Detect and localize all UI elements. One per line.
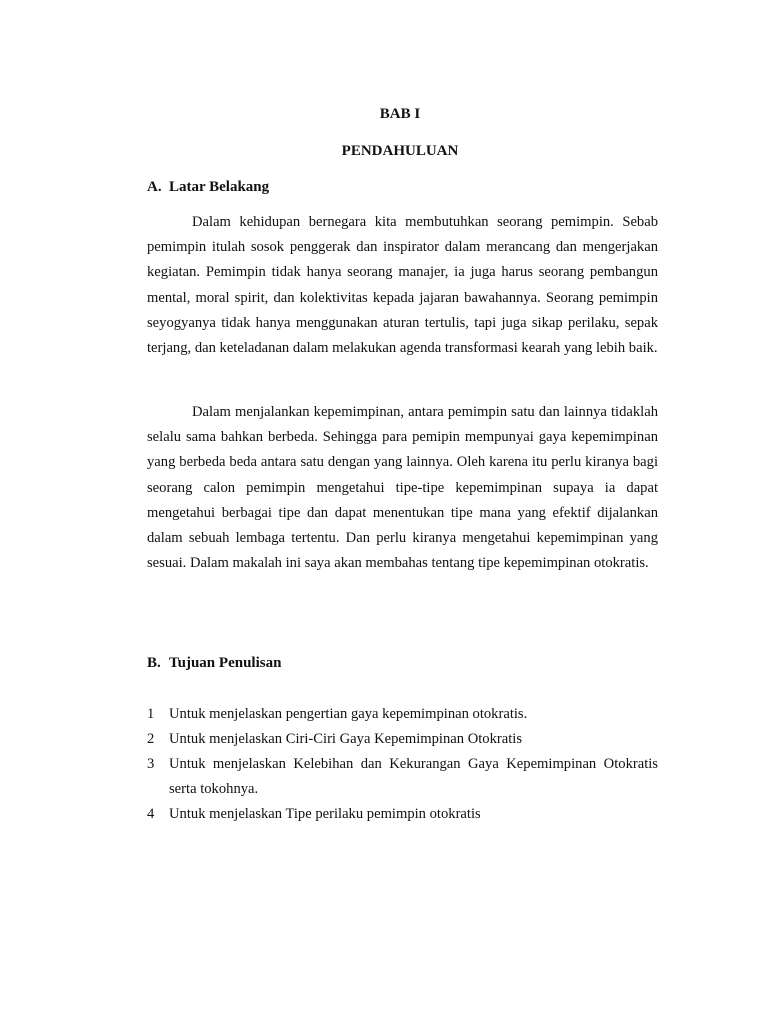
goals-list xyxy=(147,702,658,827)
list-item-text: Untuk menjelaskan Ciri-Ciri Gaya Kepemimpinan Otokratis xyxy=(169,731,523,747)
chapter-title: PENDAHULUAN xyxy=(341,143,459,159)
section-title: Latar Belakang xyxy=(169,179,270,195)
section-title: Tujuan Penulisan xyxy=(169,655,282,671)
list-item-text: Untuk menjelaskan Tipe perilaku pemimpin otokratis xyxy=(169,806,481,822)
list-item xyxy=(147,727,658,752)
list-item xyxy=(147,702,658,727)
list-item-number: 3 xyxy=(147,756,155,772)
list-item-text: Untuk menjelaskan pengertian gaya kepemimpinan otokratis. xyxy=(169,706,528,722)
list-item xyxy=(147,802,658,827)
section-heading-latar-belakang xyxy=(147,177,269,197)
section-letter: B. xyxy=(147,655,161,671)
paragraph: Dalam menjalankan kepemimpinan, antara pemimpin satu dan lainnya tidaklah selalu sama bahkan berbeda. Sehingga para pemipin mempunyai gaya kepemimpinan yang berbeda beda antara satu dengan yang lainnya. Oleh karena itu perlu kiranya bagi seorang calon pemimpin mengetahui tipe-tipe kepemimpinan supaya ia dapat mengetahui berbagai tipe dan dapat menentukan tipe mana yang efektif dijalankan dalam sebuah lembaga tertentu. Dan perlu kiranya mengetahui kepemimpinan yang sesuai. Dalam makalah ini saya akan membahas tentang tipe kepemimpinan otokratis. xyxy=(147,404,658,572)
section-heading-tujuan-penulisan xyxy=(147,653,281,673)
list-item-text: Untuk menjelaskan Kelebihan dan Kekurangan Gaya Kepemimpinan Otokratis serta tokohnya. xyxy=(169,756,658,797)
list-item-number: 4 xyxy=(147,806,155,822)
list-item-number: 1 xyxy=(147,706,155,722)
section-letter: A. xyxy=(147,179,162,195)
list-item-number: 2 xyxy=(147,731,155,747)
chapter-number: BAB I xyxy=(379,106,421,122)
list-item xyxy=(147,752,658,802)
paragraph: Dalam kehidupan bernegara kita membutuhkan seorang pemimpin. Sebab pemimpin itulah sosok penggerak dan inspirator dalam merancang dan mengerjakan kegiatan. Pemimpin tidak hanya seorang manajer, ia juga harus seorang pembangun mental, moral spirit, dan kolektivitas kepada jajaran bawahannya. Seorang pemimpin seyogyanya tidak hanya menggunakan aturan tertulis, tapi juga sikap perilaku, sepak terjang, dan keteladanan dalam melakukan agenda transformasi kearah yang lebih baik. xyxy=(147,214,658,357)
